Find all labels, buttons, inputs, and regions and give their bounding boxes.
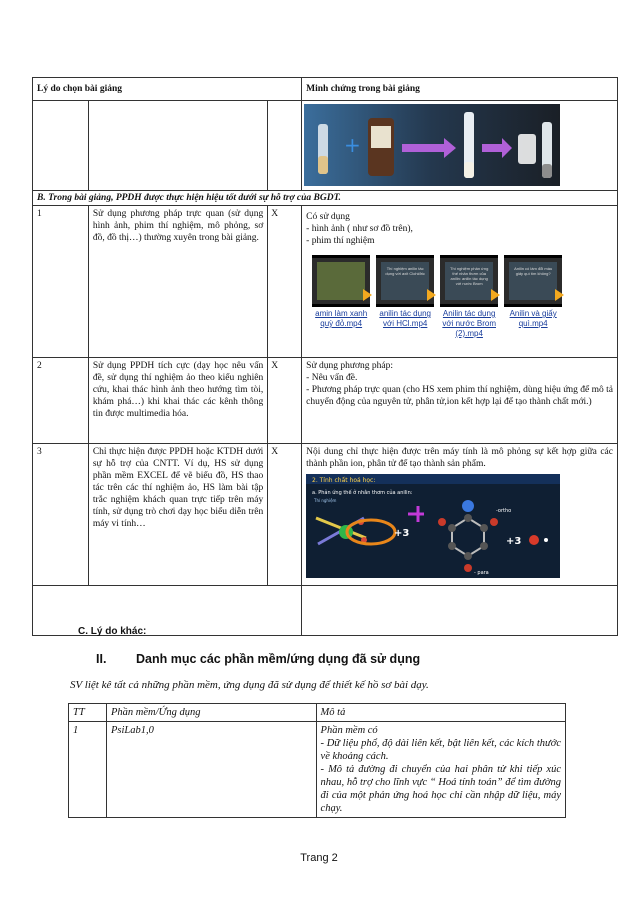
video-file-icon: [376, 255, 434, 307]
row-description: [316, 722, 565, 818]
row2-ev-line: Sử dụng phương pháp:: [306, 361, 394, 371]
sim-plus-left: +3: [394, 528, 410, 539]
row2-ev-line: - Phương pháp trực quan (cho HS xem phim thí nghiệm, dùng hiệu ứng để mô tả chuyển động của nguyên tử, phân tử,ion kết hợp lại để tạo thành chất mới.): [306, 385, 613, 407]
row3-evidence: [302, 444, 618, 586]
row1-ev-line: Có sử dụng: [306, 212, 350, 222]
row2-evidence: [302, 358, 618, 444]
row-software: PsiLab1,0: [106, 722, 316, 818]
video-item[interactable]: [440, 255, 498, 339]
sim-plus-right: +3: [506, 536, 522, 547]
sim-subtitle: a. Phản ứng thế ở nhân thơm của anilin:: [312, 490, 413, 496]
video-link[interactable]: Anilin tác dụng với nước Brom (2).mp4: [442, 309, 496, 338]
col-tt: TT: [69, 704, 107, 722]
video-link[interactable]: amin làm xanh quỳ đỏ.mp4: [315, 309, 368, 328]
desc-line: - Dữ liệu phổ, độ dài liên kết, bật liên kết, các kích thước về khoảng cách.: [320, 738, 561, 762]
row1-desc: Sử dụng phương pháp trực quan (sử dụng hình ảnh, phim thí nghiệm, mô phỏng, sơ đồ, đồ thị…) thường xuyên trong bài giảng.: [88, 206, 267, 358]
instruction-text: SV liệt kê tất cả những phần mềm, ứng dụng đã sử dụng để thiết kế hồ sơ bài dạy.: [70, 679, 429, 691]
video-caption: Thí nghiệm anilin tác dụng với axit Clohiđric: [385, 266, 425, 276]
row2-num: 2: [33, 358, 89, 444]
row3-desc: Chỉ thực hiện được PPDH hoặc KTDH dưới sự hỗ trợ của CNTT. Ví dụ, HS sử dụng phần mềm EXCEL để vẽ biểu đồ, HS thao tác trên các thí nghiệm ảo, HS làm bài tập trắc nghiệm khách quan trực tiếp trên máy tính, sử dụng trò chơi dạy học biểu diễn trên máy vi tính…: [88, 444, 267, 586]
sim-note: Thí nghiệm: [314, 498, 337, 503]
row2-mark: X: [268, 358, 302, 444]
video-caption: Thí nghiệm phản ứng thế nhân thơm của anilin: anilin tác dụng với nước Brom: [450, 266, 489, 286]
section-2-num: II.: [96, 652, 107, 666]
video-file-icon: [312, 255, 370, 307]
row3-ev-text: Nội dung chỉ thực hiện được trên máy tính là mô phỏng sự kết hợp giữa các thành phần ion, phân tử để tạo thành sản phẩm.: [306, 447, 613, 469]
reaction-simulation-image: [306, 474, 560, 578]
row1-ev-line: - hình ảnh ( như sơ đồ trên),: [306, 224, 413, 234]
video-file-icon: [440, 255, 498, 307]
video-item[interactable]: [312, 255, 370, 339]
video-caption: Anilin có làm đổi màu giấy quì tím không?: [514, 266, 553, 276]
row3-num: 3: [33, 444, 89, 586]
desc-line: Phần mềm có: [320, 725, 378, 736]
desc-line: - Mô tả đường đi chuyển của hai phân tử khi tiếp xúc nhau, hỗ trợ cho lĩnh vực “ Hoá tính toán” để tìm đường đi của một phản ứng hoá học chỉ cần nhập dữ liệu, máy chạy.: [320, 764, 561, 814]
row2-desc: Sử dụng PPDH tích cực (dạy học nêu vấn đề, sử dụng thí nghiệm ảo theo kiểu nghiên cứu, khai thác hình ảnh theo hướng tìm tòi, khám phá…) khi khai thác các kênh thông tin được multimedia hóa.: [88, 358, 267, 444]
section-2-title: Danh mục các phần mềm/ứng dụng đã sử dụng: [136, 652, 421, 666]
video-link[interactable]: Anilin và giấy quì.mp4: [509, 309, 557, 328]
video-item[interactable]: [504, 255, 562, 339]
row1-mark: X: [268, 206, 302, 358]
page-footer: Trang 2: [300, 852, 338, 864]
video-file-icon: [504, 255, 562, 307]
col-software: Phần mềm/Ứng dụng: [106, 704, 316, 722]
video-list: [312, 255, 613, 339]
row3-mark: X: [268, 444, 302, 586]
section-c-title: C. Lý do khác:: [78, 626, 147, 637]
header-evidence: Minh chứng trong bài giảng: [302, 78, 618, 101]
video-item[interactable]: [376, 255, 434, 339]
experiment-photo-strip: [304, 104, 560, 186]
row1-num: 1: [33, 206, 89, 358]
row1-ev-line: - phim thí nghiệm: [306, 236, 375, 246]
col-description: Mô tả: [316, 704, 565, 722]
row-tt: 1: [69, 722, 107, 818]
row2-ev-line: - Nêu vấn đề.: [306, 373, 358, 383]
video-link[interactable]: anilin tác dụng với HCl.mp4: [379, 309, 431, 328]
software-table: [68, 703, 566, 818]
row1-evidence: [302, 206, 618, 358]
header-reason: Lý do chọn bài giảng: [33, 78, 302, 101]
svg-text:+: +: [344, 133, 361, 157]
sim-ortho: -ortho: [496, 508, 512, 514]
sim-title: 2. Tính chất hoá học:: [312, 477, 376, 484]
sim-para: - para: [474, 570, 489, 576]
section-b-title: B. Trong bài giảng, PPDH được thực hiện hiệu tốt dưới sự hỗ trợ của BGDT.: [33, 191, 618, 206]
evidence-table: [32, 77, 618, 636]
